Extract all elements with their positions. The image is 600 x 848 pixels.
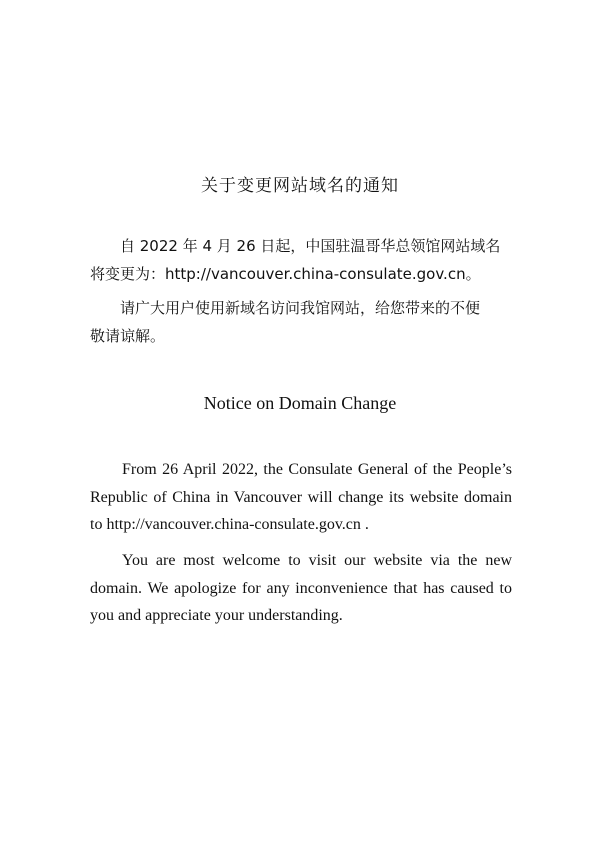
english-paragraph-2 xyxy=(90,547,512,630)
chinese-paragraph-1-line-1: 自 2022 年 4 月 26 日起，中国驻温哥华总领馆网站域名 xyxy=(120,237,501,255)
chinese-paragraph-2-line-1: 请广大用户使用新域名访问我馆网站，给您带来的不便 xyxy=(120,299,481,317)
english-paragraph-2-line-2: domain. We apologize for any inconvenience that has caused to xyxy=(90,579,512,597)
english-paragraph-2-line-3: you and appreciate your understanding. xyxy=(90,607,343,624)
chinese-paragraph-2-line-2: 敬请谅解。 xyxy=(90,327,166,345)
chinese-paragraph-2 xyxy=(90,294,510,350)
chinese-paragraph-1 xyxy=(90,232,510,288)
english-paragraph-1 xyxy=(90,456,512,539)
english-paragraph-2-line-1: You are most welcome to visit our website via the new xyxy=(122,552,512,569)
chinese-notice-title: 关于变更网站域名的通知 xyxy=(201,176,399,196)
english-notice-title: Notice on Domain Change xyxy=(203,393,397,413)
chinese-paragraph-1-line-2: 将变更为：http://vancouver.china-consulate.gov.cn。 xyxy=(90,265,481,283)
english-paragraph-1-line-2: Republic of China in Vancouver will change its website domain xyxy=(90,488,512,506)
english-paragraph-1-line-3: to http://vancouver.china-consulate.gov.cn . xyxy=(90,516,369,533)
english-paragraph-1-line-1: From 26 April 2022, the Consulate General of the People’s xyxy=(122,461,512,478)
